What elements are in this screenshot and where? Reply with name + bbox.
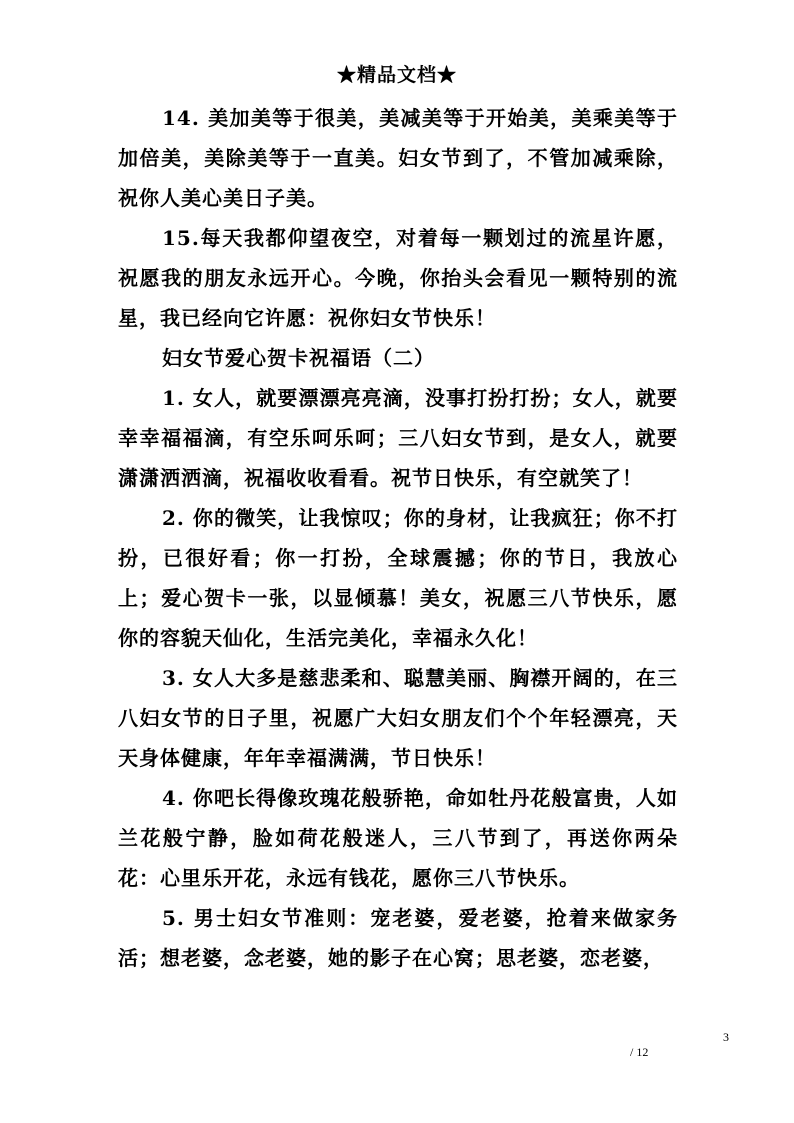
page-number: 3: [723, 1030, 729, 1044]
paragraph-2: 2. 你的微笑，让我惊叹；你的身材，让我疯狂；你不打扮，已很好看；你一打扮，全球震撼；你的节日，我放心上；爱心贺卡一张，以显倾慕！美女，祝愿三八节快乐，愿你的容貌天仙化，生活完美化，幸福永久化！: [118, 506, 678, 650]
document-body: [118, 98, 678, 978]
paragraph-15: 15.每天我都仰望夜空，对着每一颗划过的流星许愿，祝愿我的朋友永远开心。今晚，你抬头会看见一颗特别的流星，我已经向它许愿：祝你妇女节快乐！: [118, 226, 678, 330]
paragraph-5: 5. 男士妇女节准则：宠老婆，爱老婆，抢着来做家务活；想老婆，念老婆，她的影子在心窝；思老婆，恋老婆，: [118, 906, 678, 970]
page-total: / 12: [630, 1045, 649, 1059]
paragraph-3: 3. 女人大多是慈悲柔和、聪慧美丽、胸襟开阔的，在三八妇女节的日子里，祝愿广大妇女朋友们个个年轻漂亮，天天身体健康，年年幸福满满，节日快乐！: [118, 666, 678, 770]
section-heading: 妇女节爱心贺卡祝福语（二）: [162, 346, 435, 370]
document-header-title: ★精品文档★: [336, 64, 457, 86]
paragraph-1: 1. 女人，就要漂漂亮亮滴，没事打扮打扮；女人，就要幸幸福福滴，有空乐呵乐呵；三八妇女节到，是女人，就要潇潇洒洒滴，祝福收收看看。祝节日快乐，有空就笑了！: [118, 386, 678, 490]
paragraph-4: 4. 你吧长得像玫瑰花般骄艳，命如牡丹花般富贵，人如兰花般宁静，脸如荷花般迷人，三八节到了，再送你两朵花：心里乐开花，永远有钱花，愿你三八节快乐。: [118, 786, 678, 890]
paragraph-14: 14. 美加美等于很美，美减美等于开始美，美乘美等于加倍美，美除美等于一直美。妇女节到了，不管加减乘除，祝你人美心美日子美。: [118, 106, 678, 210]
